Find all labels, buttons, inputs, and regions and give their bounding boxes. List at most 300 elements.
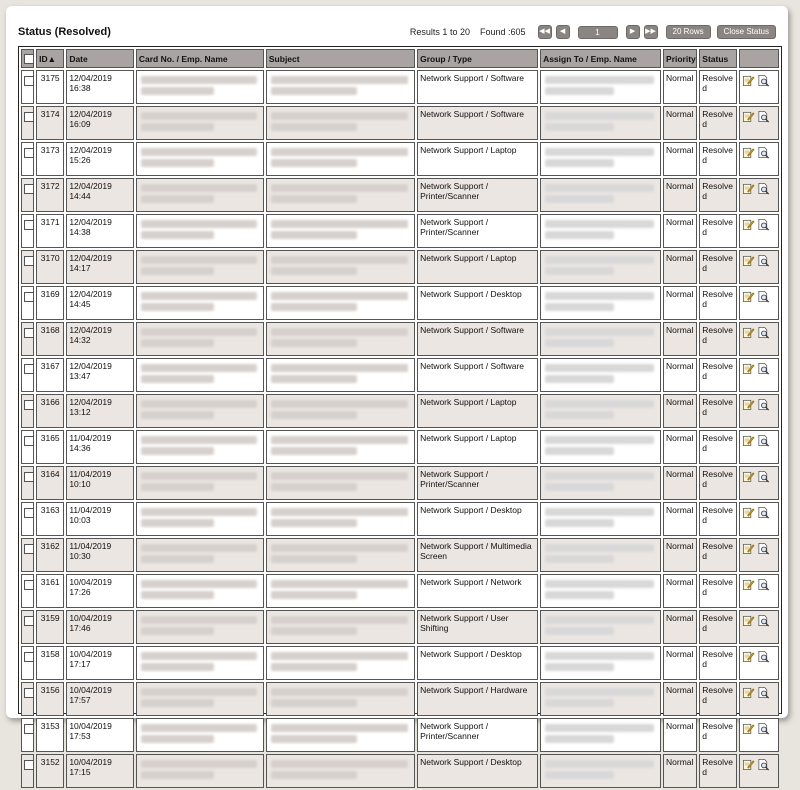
row-actions (739, 610, 779, 644)
row-select-cell (21, 286, 34, 320)
ticket-status: Resolved (699, 430, 736, 464)
row-checkbox[interactable] (24, 328, 34, 338)
ticket-priority: Normal (663, 538, 697, 572)
row-actions (739, 466, 779, 500)
row-checkbox[interactable] (24, 472, 34, 482)
view-icon[interactable] (757, 290, 770, 303)
edit-icon[interactable] (742, 290, 755, 303)
redacted-text (271, 580, 408, 588)
row-select-cell (21, 394, 34, 428)
redacted-text (141, 375, 214, 383)
ticket-status: Resolved (699, 358, 736, 392)
ticket-date: 10/04/2019 17:26 (66, 574, 134, 608)
table-row[interactable] (21, 106, 779, 140)
ticket-status: Resolved (699, 286, 736, 320)
row-checkbox[interactable] (24, 544, 34, 554)
ticket-priority: Normal (663, 322, 697, 356)
edit-icon[interactable] (742, 74, 755, 87)
assign-to-cell (540, 178, 661, 212)
ticket-date: 10/04/2019 17:46 (66, 610, 134, 644)
redacted-text (271, 220, 408, 228)
row-actions (739, 286, 779, 320)
row-select-cell (21, 250, 34, 284)
edit-icon[interactable] (742, 398, 755, 411)
assign-to-cell (540, 682, 661, 716)
redacted-text (141, 771, 214, 779)
view-icon[interactable] (757, 74, 770, 87)
row-select-cell (21, 718, 34, 752)
ticket-status: Resolved (699, 466, 736, 500)
row-actions (739, 142, 779, 176)
row-checkbox[interactable] (24, 256, 34, 266)
edit-icon[interactable] (742, 362, 755, 375)
results-range: Results 1 to 20 (409, 27, 470, 37)
redacted-text (545, 87, 614, 95)
view-icon[interactable] (757, 326, 770, 339)
row-checkbox[interactable] (24, 292, 34, 302)
redacted-text (271, 555, 357, 563)
redacted-text (141, 148, 257, 156)
ticket-date: 12/04/2019 14:38 (66, 214, 134, 248)
view-icon[interactable] (757, 542, 770, 555)
rows-per-page-button[interactable]: 20 Rows (666, 25, 711, 39)
ticket-priority: Normal (663, 466, 697, 500)
ticket-status: Resolved (699, 322, 736, 356)
row-checkbox[interactable] (24, 508, 34, 518)
view-icon[interactable] (757, 470, 770, 483)
ticket-group-type: Network Support / Desktop (417, 754, 538, 788)
redacted-text (141, 652, 257, 660)
ticket-status: Resolved (699, 214, 736, 248)
view-icon[interactable] (757, 398, 770, 411)
ticket-id: 3156 (36, 682, 64, 716)
subject-cell (266, 538, 415, 572)
row-checkbox[interactable] (24, 364, 34, 374)
row-select-cell (21, 106, 34, 140)
ticket-status: Resolved (699, 682, 736, 716)
redacted-text (271, 472, 408, 480)
redacted-text (141, 447, 214, 455)
row-actions (739, 754, 779, 788)
row-actions (739, 646, 779, 680)
subject-cell (266, 70, 415, 104)
column-header-card[interactable]: Card No. / Emp. Name (136, 49, 264, 68)
ticket-date: 11/04/2019 10:03 (66, 502, 134, 536)
redacted-text (141, 483, 214, 491)
row-select-cell (21, 754, 34, 788)
edit-icon[interactable] (742, 146, 755, 159)
redacted-text (545, 123, 614, 131)
ticket-status: Resolved (699, 394, 736, 428)
ticket-status: Resolved (699, 718, 736, 752)
column-header-group[interactable]: Group / Type (417, 49, 538, 68)
ticket-status: Resolved (699, 70, 736, 104)
subject-cell (266, 718, 415, 752)
ticket-priority: Normal (663, 142, 697, 176)
redacted-text (545, 699, 614, 707)
ticket-id: 3158 (36, 646, 64, 680)
ticket-status: Resolved (699, 106, 736, 140)
redacted-text (141, 760, 257, 768)
row-select-cell (21, 646, 34, 680)
redacted-text (271, 447, 357, 455)
subject-cell (266, 394, 415, 428)
ticket-date: 10/04/2019 17:17 (66, 646, 134, 680)
table-row[interactable] (21, 682, 779, 716)
redacted-text (271, 159, 357, 167)
card-emp-cell (136, 286, 264, 320)
ticket-status: Resolved (699, 178, 736, 212)
edit-icon[interactable] (742, 542, 755, 555)
assign-to-cell (540, 250, 661, 284)
view-icon[interactable] (757, 434, 770, 447)
column-header-subject[interactable]: Subject (266, 49, 415, 68)
table-row[interactable] (21, 178, 779, 212)
redacted-text (545, 436, 654, 444)
card-emp-cell (136, 538, 264, 572)
redacted-text (141, 159, 214, 167)
edit-icon[interactable] (742, 254, 755, 267)
prev-page-button[interactable]: ◀ (556, 25, 570, 39)
row-checkbox[interactable] (24, 580, 34, 590)
redacted-text (141, 303, 214, 311)
redacted-text (271, 148, 408, 156)
select-all-checkbox[interactable] (24, 54, 34, 64)
ticket-priority: Normal (663, 394, 697, 428)
redacted-text (271, 519, 357, 527)
row-select-cell (21, 466, 34, 500)
card-emp-cell (136, 718, 264, 752)
ticket-id: 3171 (36, 214, 64, 248)
ticket-date: 10/04/2019 17:53 (66, 718, 134, 752)
row-actions (739, 178, 779, 212)
redacted-text (271, 256, 408, 264)
view-icon[interactable] (757, 758, 770, 771)
table-row[interactable] (21, 430, 779, 464)
status-panel (6, 6, 788, 777)
table-row[interactable] (21, 754, 779, 788)
ticket-id: 3173 (36, 142, 64, 176)
row-checkbox[interactable] (24, 436, 34, 446)
row-select-cell (21, 214, 34, 248)
ticket-group-type: Network Support / Software (417, 358, 538, 392)
edit-icon[interactable] (742, 110, 755, 123)
redacted-text (271, 400, 408, 408)
view-icon[interactable] (757, 146, 770, 159)
last-page-button[interactable]: ▶▶ (644, 25, 658, 39)
view-icon[interactable] (757, 614, 770, 627)
assign-to-cell (540, 610, 661, 644)
table-row[interactable] (21, 394, 779, 428)
ticket-group-type: Network Support / Printer/Scanner (417, 718, 538, 752)
table-row[interactable] (21, 70, 779, 104)
redacted-text (141, 411, 214, 419)
table-row[interactable] (21, 286, 779, 320)
close-status-button[interactable]: Close Status (717, 25, 776, 39)
card-emp-cell (136, 682, 264, 716)
card-emp-cell (136, 322, 264, 356)
assign-to-cell (540, 106, 661, 140)
table-row[interactable] (21, 646, 779, 680)
ticket-priority: Normal (663, 646, 697, 680)
select-all-header (21, 49, 34, 68)
redacted-text (141, 544, 257, 552)
row-actions (739, 214, 779, 248)
ticket-id: 3167 (36, 358, 64, 392)
ticket-priority: Normal (663, 286, 697, 320)
ticket-date: 12/04/2019 16:38 (66, 70, 134, 104)
subject-cell (266, 430, 415, 464)
ticket-date: 12/04/2019 13:47 (66, 358, 134, 392)
edit-icon[interactable] (742, 434, 755, 447)
ticket-id: 3168 (36, 322, 64, 356)
row-checkbox[interactable] (24, 688, 34, 698)
redacted-text (141, 616, 257, 624)
redacted-text (141, 627, 214, 635)
table-row[interactable] (21, 574, 779, 608)
table-row[interactable] (21, 718, 779, 752)
ticket-id: 3153 (36, 718, 64, 752)
ticket-status: Resolved (699, 250, 736, 284)
redacted-text (141, 436, 257, 444)
redacted-text (271, 76, 408, 84)
assign-to-cell (540, 502, 661, 536)
view-icon[interactable] (757, 506, 770, 519)
ticket-date: 12/04/2019 15:26 (66, 142, 134, 176)
ticket-group-type: Network Support / Laptop (417, 250, 538, 284)
view-icon[interactable] (757, 110, 770, 123)
redacted-text (545, 256, 654, 264)
assign-to-cell (540, 646, 661, 680)
edit-icon[interactable] (742, 650, 755, 663)
subject-cell (266, 754, 415, 788)
redacted-text (141, 580, 257, 588)
redacted-text (141, 123, 214, 131)
redacted-text (271, 195, 357, 203)
redacted-text (141, 184, 257, 192)
redacted-text (545, 760, 654, 768)
tickets-table-container (18, 46, 782, 777)
row-actions (739, 394, 779, 428)
card-emp-cell (136, 430, 264, 464)
row-checkbox[interactable] (24, 616, 34, 626)
card-emp-cell (136, 214, 264, 248)
edit-icon[interactable] (742, 758, 755, 771)
view-icon[interactable] (757, 686, 770, 699)
ticket-id: 3170 (36, 250, 64, 284)
assign-to-cell (540, 538, 661, 572)
table-row[interactable] (21, 322, 779, 356)
ticket-group-type: Network Support / Laptop (417, 430, 538, 464)
row-select-cell (21, 178, 34, 212)
subject-cell (266, 214, 415, 248)
row-checkbox[interactable] (24, 112, 34, 122)
redacted-text (545, 519, 614, 527)
ticket-group-type: Network Support / Desktop (417, 502, 538, 536)
table-row[interactable] (21, 214, 779, 248)
table-row[interactable] (21, 250, 779, 284)
edit-icon[interactable] (742, 686, 755, 699)
table-row[interactable] (21, 610, 779, 644)
assign-to-cell (540, 70, 661, 104)
assign-to-cell (540, 466, 661, 500)
row-checkbox[interactable] (24, 220, 34, 230)
view-icon[interactable] (757, 722, 770, 735)
row-checkbox[interactable] (24, 76, 34, 86)
redacted-text (141, 328, 257, 336)
table-row[interactable] (21, 538, 779, 572)
subject-cell (266, 646, 415, 680)
first-page-button[interactable]: ◀◀ (538, 25, 552, 39)
card-emp-cell (136, 178, 264, 212)
ticket-date: 12/04/2019 14:44 (66, 178, 134, 212)
ticket-id: 3165 (36, 430, 64, 464)
ticket-date: 11/04/2019 10:10 (66, 466, 134, 500)
ticket-group-type: Network Support / Desktop (417, 646, 538, 680)
redacted-text (271, 616, 408, 624)
ticket-date: 12/04/2019 13:12 (66, 394, 134, 428)
row-actions (739, 682, 779, 716)
table-row[interactable] (21, 466, 779, 500)
ticket-priority: Normal (663, 718, 697, 752)
edit-icon[interactable] (742, 722, 755, 735)
edit-icon[interactable] (742, 578, 755, 591)
redacted-text (141, 472, 257, 480)
ticket-group-type: Network Support / Printer/Scanner (417, 466, 538, 500)
redacted-text (141, 339, 214, 347)
redacted-text (271, 436, 408, 444)
redacted-text (545, 591, 614, 599)
edit-icon[interactable] (742, 470, 755, 483)
redacted-text (271, 303, 357, 311)
row-select-cell (21, 574, 34, 608)
redacted-text (141, 519, 214, 527)
redacted-text (271, 591, 357, 599)
redacted-text (141, 364, 257, 372)
redacted-text (271, 267, 357, 275)
redacted-text (545, 663, 614, 671)
column-header-status[interactable]: Status (699, 49, 736, 68)
redacted-text (271, 627, 357, 635)
next-page-button[interactable]: ▶ (626, 25, 640, 39)
redacted-text (271, 508, 408, 516)
redacted-text (271, 724, 408, 732)
ticket-group-type: Network Support / Hardware (417, 682, 538, 716)
ticket-status: Resolved (699, 574, 736, 608)
assign-to-cell (540, 394, 661, 428)
edit-icon[interactable] (742, 182, 755, 195)
redacted-text (141, 112, 257, 120)
column-header-date[interactable]: Date (66, 49, 134, 68)
table-row[interactable] (21, 502, 779, 536)
row-select-cell (21, 142, 34, 176)
row-checkbox[interactable] (24, 724, 34, 734)
redacted-text (141, 400, 257, 408)
view-icon[interactable] (757, 218, 770, 231)
redacted-text (271, 688, 408, 696)
subject-cell (266, 322, 415, 356)
card-emp-cell (136, 574, 264, 608)
redacted-text (271, 328, 408, 336)
redacted-text (545, 483, 614, 491)
ticket-date: 11/04/2019 10:30 (66, 538, 134, 572)
assign-to-cell (540, 574, 661, 608)
row-checkbox[interactable] (24, 760, 34, 770)
row-select-cell (21, 610, 34, 644)
card-emp-cell (136, 646, 264, 680)
redacted-text (545, 724, 654, 732)
view-icon[interactable] (757, 362, 770, 375)
edit-icon[interactable] (742, 218, 755, 231)
ticket-date: 10/04/2019 17:15 (66, 754, 134, 788)
redacted-text (545, 447, 614, 455)
assign-to-cell (540, 286, 661, 320)
row-select-cell (21, 502, 34, 536)
ticket-date: 12/04/2019 14:32 (66, 322, 134, 356)
ticket-priority: Normal (663, 682, 697, 716)
edit-icon[interactable] (742, 614, 755, 627)
row-actions (739, 322, 779, 356)
redacted-text (545, 184, 654, 192)
card-emp-cell (136, 610, 264, 644)
card-emp-cell (136, 250, 264, 284)
ticket-group-type: Network Support / Laptop (417, 142, 538, 176)
column-header-assign[interactable]: Assign To / Emp. Name (540, 49, 661, 68)
redacted-text (141, 220, 257, 228)
ticket-date: 11/04/2019 14:36 (66, 430, 134, 464)
row-checkbox[interactable] (24, 400, 34, 410)
ticket-id: 3163 (36, 502, 64, 536)
card-emp-cell (136, 502, 264, 536)
assign-to-cell (540, 754, 661, 788)
view-icon[interactable] (757, 650, 770, 663)
view-icon[interactable] (757, 182, 770, 195)
redacted-text (545, 544, 654, 552)
ticket-id: 3152 (36, 754, 64, 788)
edit-icon[interactable] (742, 506, 755, 519)
table-row[interactable] (21, 142, 779, 176)
table-row[interactable] (21, 358, 779, 392)
ticket-priority: Normal (663, 754, 697, 788)
ticket-priority: Normal (663, 250, 697, 284)
page-number-input[interactable]: 1 (578, 26, 618, 39)
row-checkbox[interactable] (24, 148, 34, 158)
ticket-id: 3159 (36, 610, 64, 644)
ticket-group-type: Network Support / Software (417, 322, 538, 356)
redacted-text (141, 663, 214, 671)
row-actions (739, 430, 779, 464)
view-icon[interactable] (757, 254, 770, 267)
row-checkbox[interactable] (24, 184, 34, 194)
redacted-text (271, 699, 357, 707)
redacted-text (545, 688, 654, 696)
redacted-text (141, 76, 257, 84)
row-actions (739, 502, 779, 536)
row-actions (739, 718, 779, 752)
subject-cell (266, 286, 415, 320)
ticket-date: 12/04/2019 16:09 (66, 106, 134, 140)
ticket-group-type: Network Support / Laptop (417, 394, 538, 428)
redacted-text (141, 508, 257, 516)
row-checkbox[interactable] (24, 652, 34, 662)
redacted-text (545, 303, 614, 311)
edit-icon[interactable] (742, 326, 755, 339)
column-header-priority[interactable]: Priority (663, 49, 697, 68)
redacted-text (271, 411, 357, 419)
column-header-id[interactable]: ID▲ (36, 49, 64, 68)
redacted-text (271, 123, 357, 131)
view-icon[interactable] (757, 578, 770, 591)
